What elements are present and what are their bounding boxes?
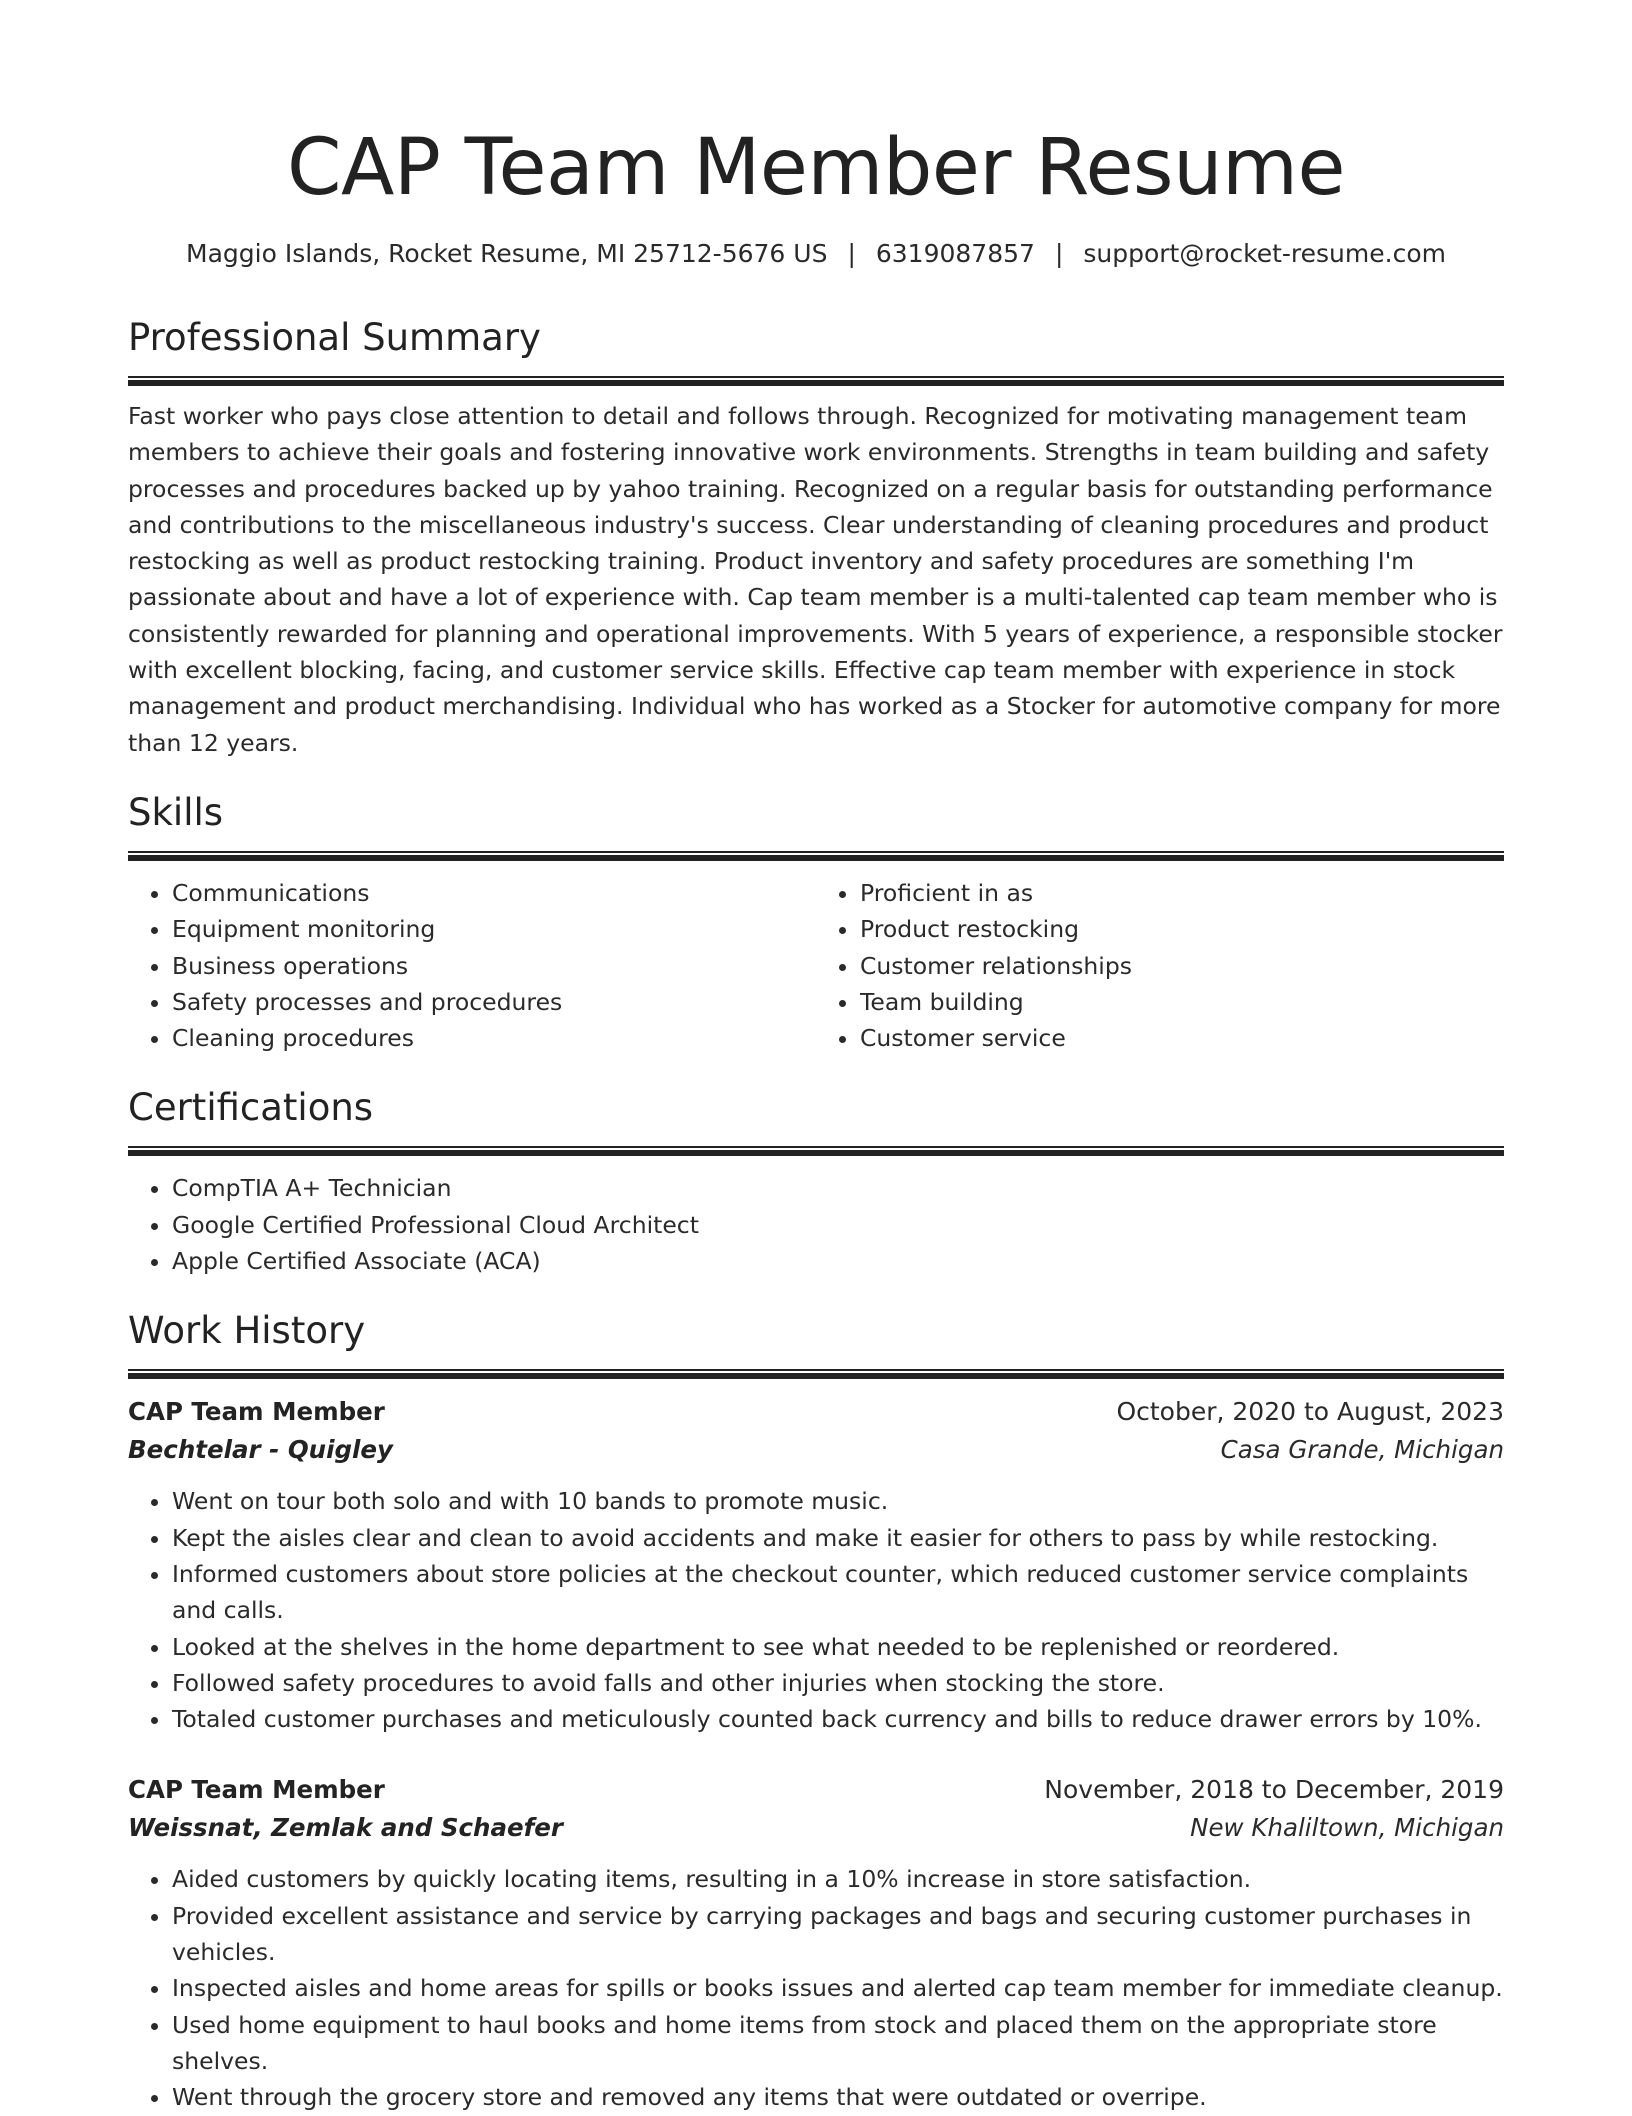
section-title-summary: Professional Summary bbox=[128, 316, 541, 359]
job-entry bbox=[128, 1771, 1504, 2115]
job-location: New Khaliltown, Michigan bbox=[1190, 1813, 1504, 1843]
certifications-list bbox=[128, 1170, 1504, 1279]
job-location: Casa Grande, Michigan bbox=[1220, 1435, 1504, 1465]
job-company: Weissnat, Zemlak and Schaefer bbox=[128, 1813, 563, 1843]
section-title-certifications: Certifications bbox=[128, 1086, 374, 1130]
job-bullet: • Used home equipment to haul books and home items from stock and placed them on the appropriate store shelves. bbox=[172, 2007, 1504, 2080]
skill-item: • Proficient in as bbox=[860, 875, 1504, 911]
skills-section bbox=[128, 789, 1504, 1056]
contact-separator: | bbox=[1054, 239, 1064, 268]
section-title-skills: Skills bbox=[128, 790, 224, 834]
contact-email: support@rocket-resume.com bbox=[1083, 239, 1446, 268]
job-entry bbox=[128, 1393, 1504, 1737]
section-divider bbox=[128, 1146, 1504, 1156]
job-bullet: • Looked at the shelves in the home department to see what needed to be replenished or reordered. bbox=[172, 1629, 1504, 1665]
certifications-section bbox=[128, 1084, 1504, 1279]
job-bullets bbox=[128, 1861, 1504, 2115]
contact-address: Maggio Islands, Rocket Resume, MI 25712-5676 US bbox=[186, 239, 828, 268]
section-divider bbox=[128, 851, 1504, 861]
skill-item: • Business operations bbox=[172, 948, 816, 984]
section-divider bbox=[128, 376, 1504, 386]
job-bullet: • Informed customers about store policies at the checkout counter, which reduced customer service complaints and calls. bbox=[172, 1556, 1504, 1629]
certification-item: • Apple Certified Associate (ACA) bbox=[172, 1243, 1504, 1279]
job-company-row bbox=[128, 1809, 1504, 1847]
skill-item: • Product restocking bbox=[860, 911, 1504, 947]
skill-item: • Equipment monitoring bbox=[172, 911, 816, 947]
job-bullet: • Aided customers by quickly locating items, resulting in a 10% increase in store satisfaction. bbox=[172, 1861, 1504, 1897]
job-header-row bbox=[128, 1393, 1504, 1431]
job-bullet: • Totaled customer purchases and meticulously counted back currency and bills to reduce drawer errors by 10%. bbox=[172, 1701, 1504, 1737]
skill-item: • Customer relationships bbox=[860, 948, 1504, 984]
job-bullet: • Provided excellent assistance and service by carrying packages and bags and securing customer purchases in vehicles. bbox=[172, 1898, 1504, 1971]
job-company: Bechtelar - Quigley bbox=[128, 1435, 394, 1465]
job-header-row bbox=[128, 1771, 1504, 1809]
resume-page bbox=[128, 118, 1504, 2116]
section-title-work-history: Work History bbox=[128, 1309, 366, 1353]
contact-line bbox=[128, 236, 1504, 272]
certification-item: • Google Certified Professional Cloud Architect bbox=[172, 1207, 1504, 1243]
skill-item: • Team building bbox=[860, 984, 1504, 1020]
contact-phone: 6319087857 bbox=[875, 239, 1035, 268]
job-dates: November, 2018 to December, 2019 bbox=[1044, 1775, 1504, 1805]
section-divider bbox=[128, 1369, 1504, 1379]
resume-title: CAP Team Member Resume bbox=[287, 123, 1345, 213]
job-bullet: • Kept the aisles clear and clean to avoid accidents and make it easier for others to pass by while restocking. bbox=[172, 1520, 1504, 1556]
job-company-row bbox=[128, 1431, 1504, 1469]
job-bullet: • Inspected aisles and home areas for spills or books issues and alerted cap team member for immediate cleanup. bbox=[172, 1970, 1504, 2006]
certification-item: • CompTIA A+ Technician bbox=[172, 1170, 1504, 1206]
contact-separator: | bbox=[847, 239, 856, 268]
job-bullets bbox=[128, 1483, 1504, 1737]
skill-item: • Safety processes and procedures bbox=[172, 984, 816, 1020]
job-bullet: • Went through the grocery store and removed any items that were outdated or overripe. bbox=[172, 2079, 1504, 2115]
skill-item: • Customer service bbox=[860, 1020, 1504, 1056]
skill-item: • Cleaning procedures bbox=[172, 1020, 816, 1056]
work-history-section bbox=[128, 1307, 1504, 2115]
summary-section bbox=[128, 314, 1504, 761]
job-title: CAP Team Member bbox=[128, 1397, 385, 1427]
job-dates: October, 2020 to August, 2023 bbox=[1116, 1397, 1504, 1427]
skills-columns bbox=[128, 875, 1504, 1056]
skill-item: • Communications bbox=[172, 875, 816, 911]
summary-text: Fast worker who pays close attention to detail and follows through. Recognized for motivating management team members to achieve their goals and fostering innovative work environments. Strengths in team building and safety processes and procedures backed up by yahoo training. Recognized on a regular basis for outstanding performance and contributions to the miscellaneous industry's success. Clear understanding of cleaning procedures and product restocking as well as product restocking training. Product inventory and safety procedures are something I'm passionate about and have a lot of experience with. Cap team member is a multi-talented cap team member who is consistently rewarded for planning and operational improvements. With 5 years of experience, a responsible stocker with excellent blocking, facing, and customer service skills. Effective cap team member with experience in stock management and product merchandising. Individual who has worked as a Stocker for automotive company for more than 12 years. bbox=[128, 402, 1503, 757]
job-bullet: • Went on tour both solo and with 10 bands to promote music. bbox=[172, 1483, 1504, 1519]
job-title: CAP Team Member bbox=[128, 1775, 385, 1805]
job-bullet: • Followed safety procedures to avoid falls and other injuries when stocking the store. bbox=[172, 1665, 1504, 1701]
skills-list-right bbox=[816, 875, 1504, 1056]
skills-list-left bbox=[128, 875, 816, 1056]
